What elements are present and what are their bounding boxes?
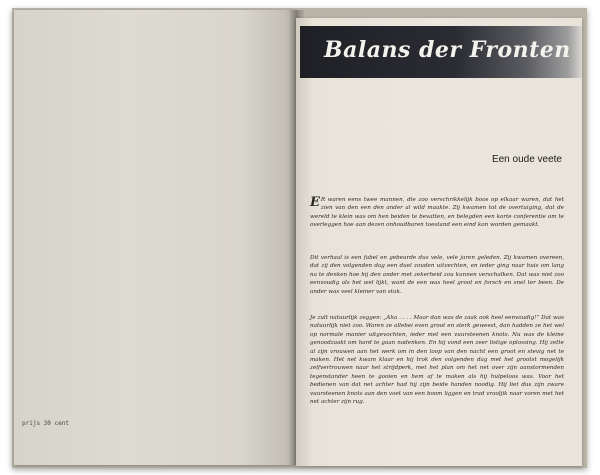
paragraph-1 <box>310 196 564 230</box>
paragraph-3-text: Je zult natuurlijk zeggen: „Aha . . . . Maar dan was de zaak ook heel eenvoudig!” Dat was natuurlijk niet zoo. Waren ze allebei even groot en sterk geweest, dan hadden ze het wel op normale manier uitgevochten, ieder met een vuursteenen knots. Nu was de kleine genoodzaakt om hard te gaan nadenken. En hij vond een zeer listige oplossing. Hij zette al zijn vrouwen aan het werk om in den loop van den nacht een groot en stevig net te maken. Het net kwam klaar en hij trok den volgenden dag met het grootst mogelijk zelfvertrouwen naar het strijdperk, met het plan om het net over zijn aanstormenden tegenstander heen te gooien en hem af te maken als hij hulpeloos was. Voor het bedienen van dat net achter had hij zijn beide handen noodig. Hij liet dus zijn zware vuursteenen knots aan den voet van een boom liggen en trad vrooljik naar voren met het net achter zijn rug. <box>310 315 564 406</box>
paragraph-3 <box>310 314 564 406</box>
paragraph-2-text: Dit verhaal is een fabel en gebeurde dus vele, vele jaren geleden. Zij kwamen overeen, dat zij den volgenden dag een duel zouden uitvechten, en ieder ging naar huis om lang na te denken hoe hij den ander met zekerheid zou kunnen verschalken. Dat was niet zoo eenvoudig als het wel lijkt, want de een was heel groot en forsch en snel ter been. De ander was veel kleiner van stuk. <box>310 255 564 295</box>
paragraph-2 <box>310 254 564 296</box>
header-banner <box>300 26 582 78</box>
right-page <box>296 18 582 466</box>
drop-cap: E <box>310 195 320 210</box>
paragraph-1-text: R waren eens twee mannen, die zoo verschrikkelijk boos op elkaar waren, dat het zien van den een den ander al wild maakte. Zij kwamen tot de overtuiging, dat de wereld te klein was om hen beiden te bevatten, en belegden een korte conferentie om te overleggen hoe aan dezen onhoudbaren toestand een eind kon worden gemaakt. <box>310 197 564 229</box>
price-label <box>22 420 69 427</box>
article-title: Een oude veete <box>491 154 562 165</box>
price-text: prijs 30 cent <box>22 420 69 427</box>
left-page <box>14 10 296 465</box>
banner-title: Balans der Fronten <box>324 37 571 63</box>
